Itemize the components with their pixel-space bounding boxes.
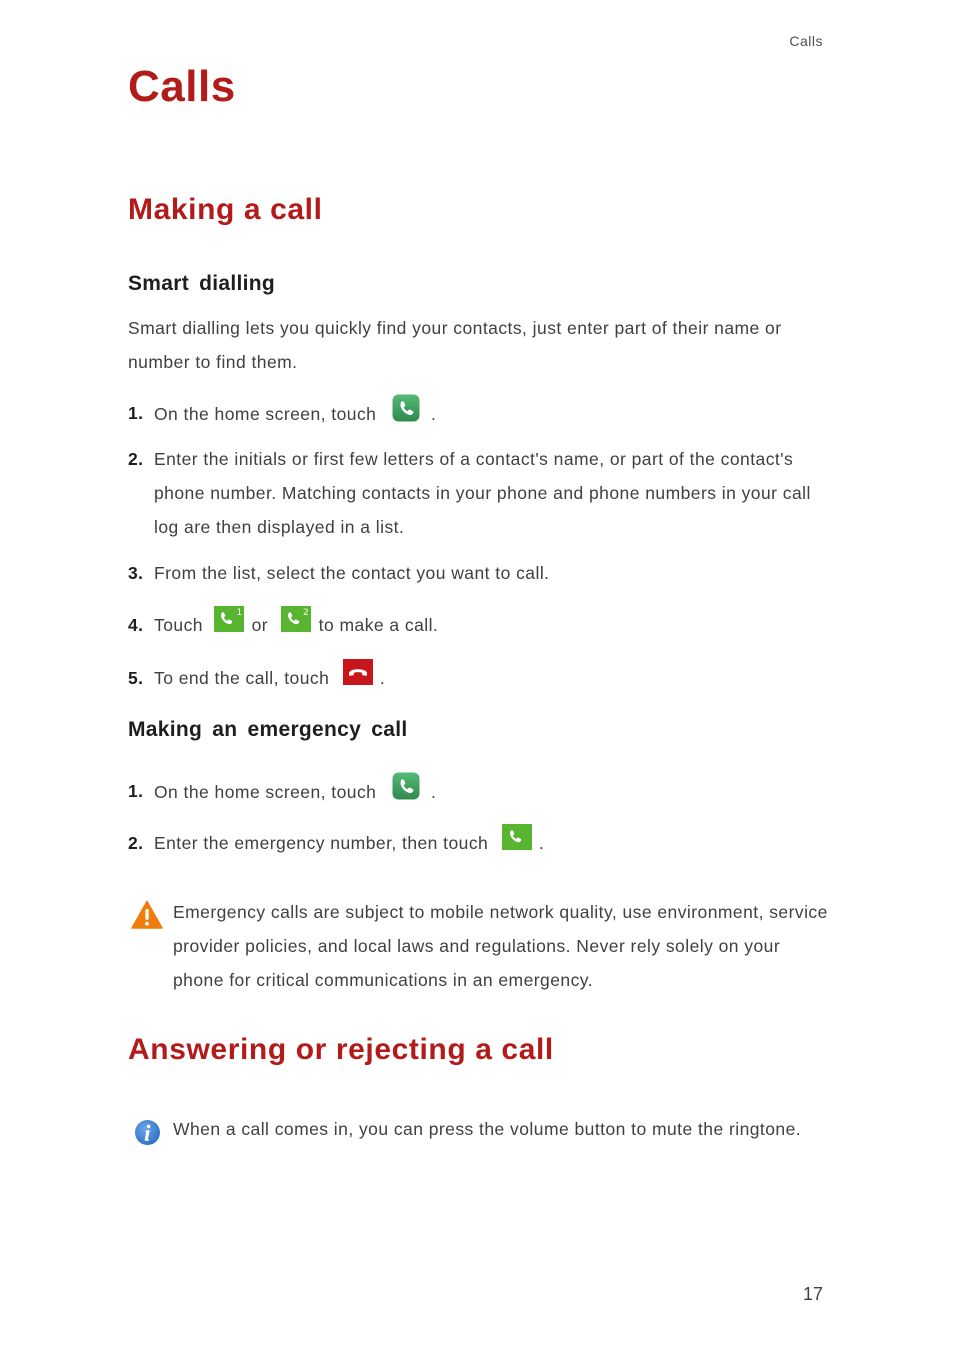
step-number: 5. [128,668,144,688]
step-number: 1. [128,403,144,423]
step-text: From the list, select the contact you want to call. [154,563,550,583]
step-text: On the home screen, touch [154,782,377,803]
answering-info-text: When a call comes in, you can press the volume button to mute the ringtone. [173,1119,802,1139]
step-text: Enter the initials or first few letters of a contact's name, or part of the contact's phone number. Matching contacts in your phone and phone numbers in your call log are then displayed in a list. [154,449,811,537]
smart-dialling-intro: Smart dialling lets you quickly find your contacts, just enter part of their name or number to find them. [128,318,782,372]
step-text-end: . [430,782,437,803]
sim2-badge: 2 [303,608,310,618]
running-header: Calls [789,33,823,49]
emergency-warning-text: Emergency calls are subject to mobile network quality, use environment, service provider policies, and local laws and regulations. Never rely solely on your phone for critical communications in an emergency. [173,902,828,990]
step-text-end: . [430,404,437,425]
step-number: 2. [128,449,144,469]
sim2-call-icon [281,606,311,643]
subheading-smart-dialling: Smart dialling [128,272,276,295]
end-call-icon [343,659,373,696]
phone-app-icon [392,394,420,433]
sim1-badge: 1 [236,608,243,618]
step-number: 2. [128,833,144,853]
step-1-smart-dialling [128,396,828,435]
step-number: 1. [128,781,144,801]
section-heading-making-a-call: Making a call [128,193,323,226]
step-5-smart-dialling [128,661,828,698]
step-text: Enter the emergency number, then touch [154,833,489,854]
step-1-emergency [128,774,828,813]
warning-icon [131,900,163,935]
phone-app-icon [392,772,420,811]
info-icon [134,1119,161,1151]
page-number: 17 [802,1284,823,1304]
subheading-emergency-call: Making an emergency call [128,718,408,741]
step-2-emergency [128,826,828,863]
sim1-call-icon [214,606,244,643]
page-title: Calls [128,62,236,111]
step-text-or: or [251,615,269,636]
step-number: 4. [128,615,144,635]
step-text: To end the call, touch [154,668,330,689]
step-text-end: . [538,833,545,854]
step-3-smart-dialling [128,556,828,590]
step-text: Touch [154,615,203,636]
step-4-smart-dialling [128,608,828,645]
call-button-icon [502,824,532,861]
step-text: On the home screen, touch [154,404,377,425]
step-number: 3. [128,563,144,583]
section-heading-answering-rejecting: Answering or rejecting a call [128,1033,554,1066]
step-2-smart-dialling [128,442,828,544]
step-text-end: . [379,668,386,689]
step-text-end: to make a call. [318,615,439,636]
